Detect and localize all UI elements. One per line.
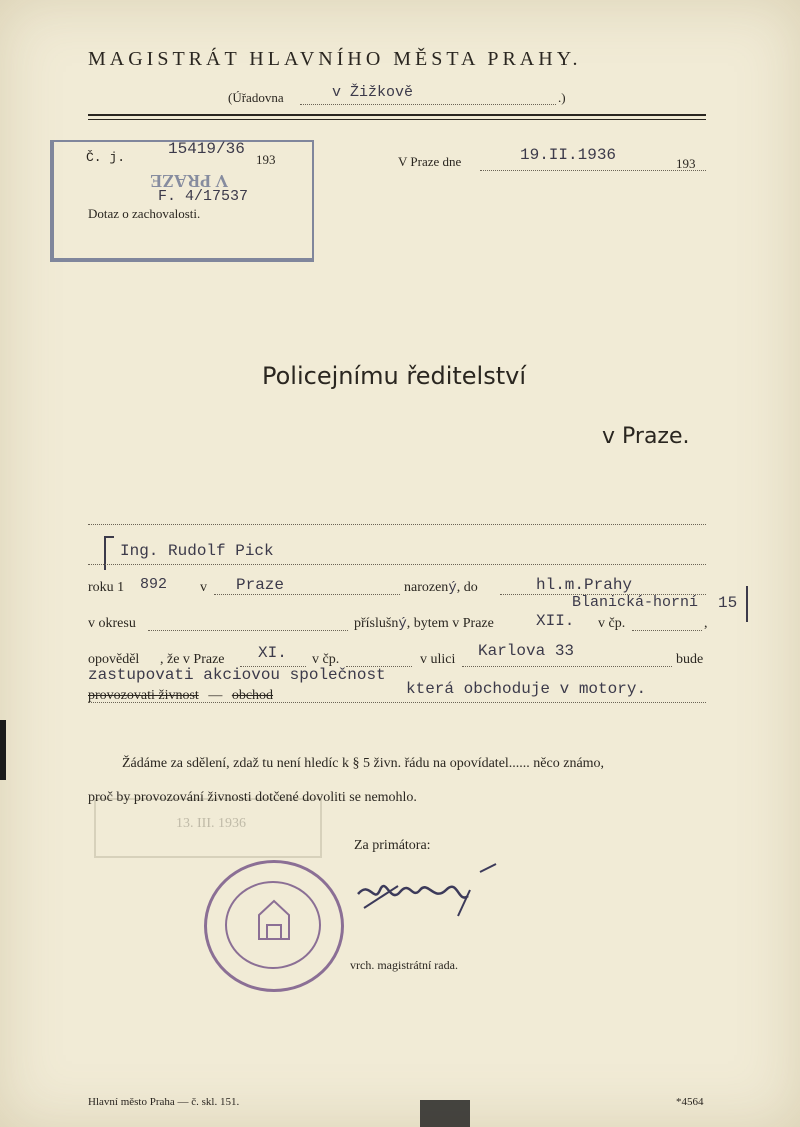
narozen-text: narozen	[404, 580, 449, 595]
business-line1: zastupovati akciovou společnost	[88, 666, 386, 684]
bude-label: bude	[676, 652, 704, 667]
office-label: (Úřadovna	[228, 90, 284, 105]
business-line2: která obchoduje v motory.	[406, 680, 647, 698]
ze-label: , že v Praze	[160, 652, 225, 667]
recipient-line2: v Praze.	[602, 424, 690, 449]
office-close: .)	[558, 90, 566, 105]
birth-year: 892	[140, 576, 168, 593]
narozen-suffix: ý	[448, 580, 457, 596]
street-number: 15	[718, 594, 738, 612]
business-dotline	[88, 702, 706, 703]
dash: —	[208, 688, 223, 703]
narozen-label	[404, 580, 478, 596]
okres-label: v okresu	[88, 616, 136, 631]
official-seal	[204, 860, 344, 992]
cp2-label: v čp.	[312, 652, 340, 667]
reference-year: 193	[256, 152, 276, 167]
date-value: 19.II.1936	[520, 146, 617, 164]
ulici-label: v ulici	[420, 652, 456, 667]
v-label: v	[200, 580, 207, 595]
file-number: F. 4/17537	[158, 188, 249, 205]
street-value: Karlova 33	[478, 642, 575, 660]
magistrat-title: MAGISTRÁT HLAVNÍHO MĚSTA PRAHY.	[88, 48, 582, 70]
office-dotline	[300, 104, 556, 105]
okres-dotline	[148, 630, 348, 631]
body-paragraph1: Žádáme za sdělení, zdaž tu není hledíc k § 5 živn. řádu na opovídatel...... něco známo,	[122, 756, 605, 771]
date-year: 193	[676, 156, 696, 171]
bytem-label: , bytem v Praze	[406, 616, 494, 631]
reference-stamp-text: V PRAZE	[150, 171, 229, 191]
street-extra: Blanická-horní	[572, 594, 699, 611]
query-label: Dotaz o zachovalosti.	[88, 206, 201, 221]
right-bracket	[738, 586, 748, 622]
opovedel-label: opověděl	[88, 652, 140, 667]
birthplace-dotline	[214, 594, 400, 595]
street-dotline	[462, 666, 672, 667]
left-edge-shadow	[0, 720, 6, 780]
prislusn-label	[354, 616, 494, 632]
domicile: hl.m.Prahy	[536, 576, 633, 594]
district-value: XII.	[536, 612, 575, 630]
signature-title: vrch. magistrátní rada.	[350, 958, 458, 972]
birthplace: Praze	[236, 576, 285, 594]
body-paragraph2: proč by provozování živnosti dotčené dovoliti se nemohlo.	[88, 790, 417, 805]
row-comma: ,	[704, 616, 708, 631]
header-rule-top	[88, 114, 706, 116]
date-dotline	[480, 170, 706, 171]
roku-label: roku 1	[88, 580, 125, 595]
struck-label: provozovati živnost	[88, 688, 199, 703]
date-label: V Praze dne	[398, 154, 462, 169]
office-value: v Žižkově	[332, 84, 414, 101]
reference-prefix: Č. j.	[86, 150, 126, 165]
header-rule-bottom	[88, 119, 706, 120]
recipient-line1: Policejnímu ředitelství	[262, 362, 526, 390]
header-title	[88, 48, 728, 71]
name-dotline	[88, 564, 706, 565]
prislusn-suffix: ý	[398, 616, 407, 632]
za-primatora: Za primátora:	[354, 838, 431, 853]
prislusn-text: příslušn	[354, 616, 399, 631]
cp-label: v čp.	[598, 616, 626, 631]
applicant-name: Ing. Rudolf Pick	[120, 542, 274, 560]
footer-left: Hlavní město Praha — č. skl. 151.	[88, 1096, 240, 1108]
handwritten-signature	[350, 860, 500, 930]
seal-emblem	[207, 863, 341, 989]
cp-dotline	[632, 630, 702, 631]
reference-number: 15419/36	[168, 140, 245, 158]
faded-stamp-date: 13. III. 1936	[176, 816, 246, 831]
obchod-label: obchod	[231, 688, 274, 703]
footer-right: *4564	[676, 1096, 704, 1108]
do-label: , do	[456, 580, 478, 595]
prague-district: XI.	[258, 644, 287, 662]
form-top-line	[88, 524, 706, 525]
bottom-edge-shadow	[420, 1100, 470, 1127]
